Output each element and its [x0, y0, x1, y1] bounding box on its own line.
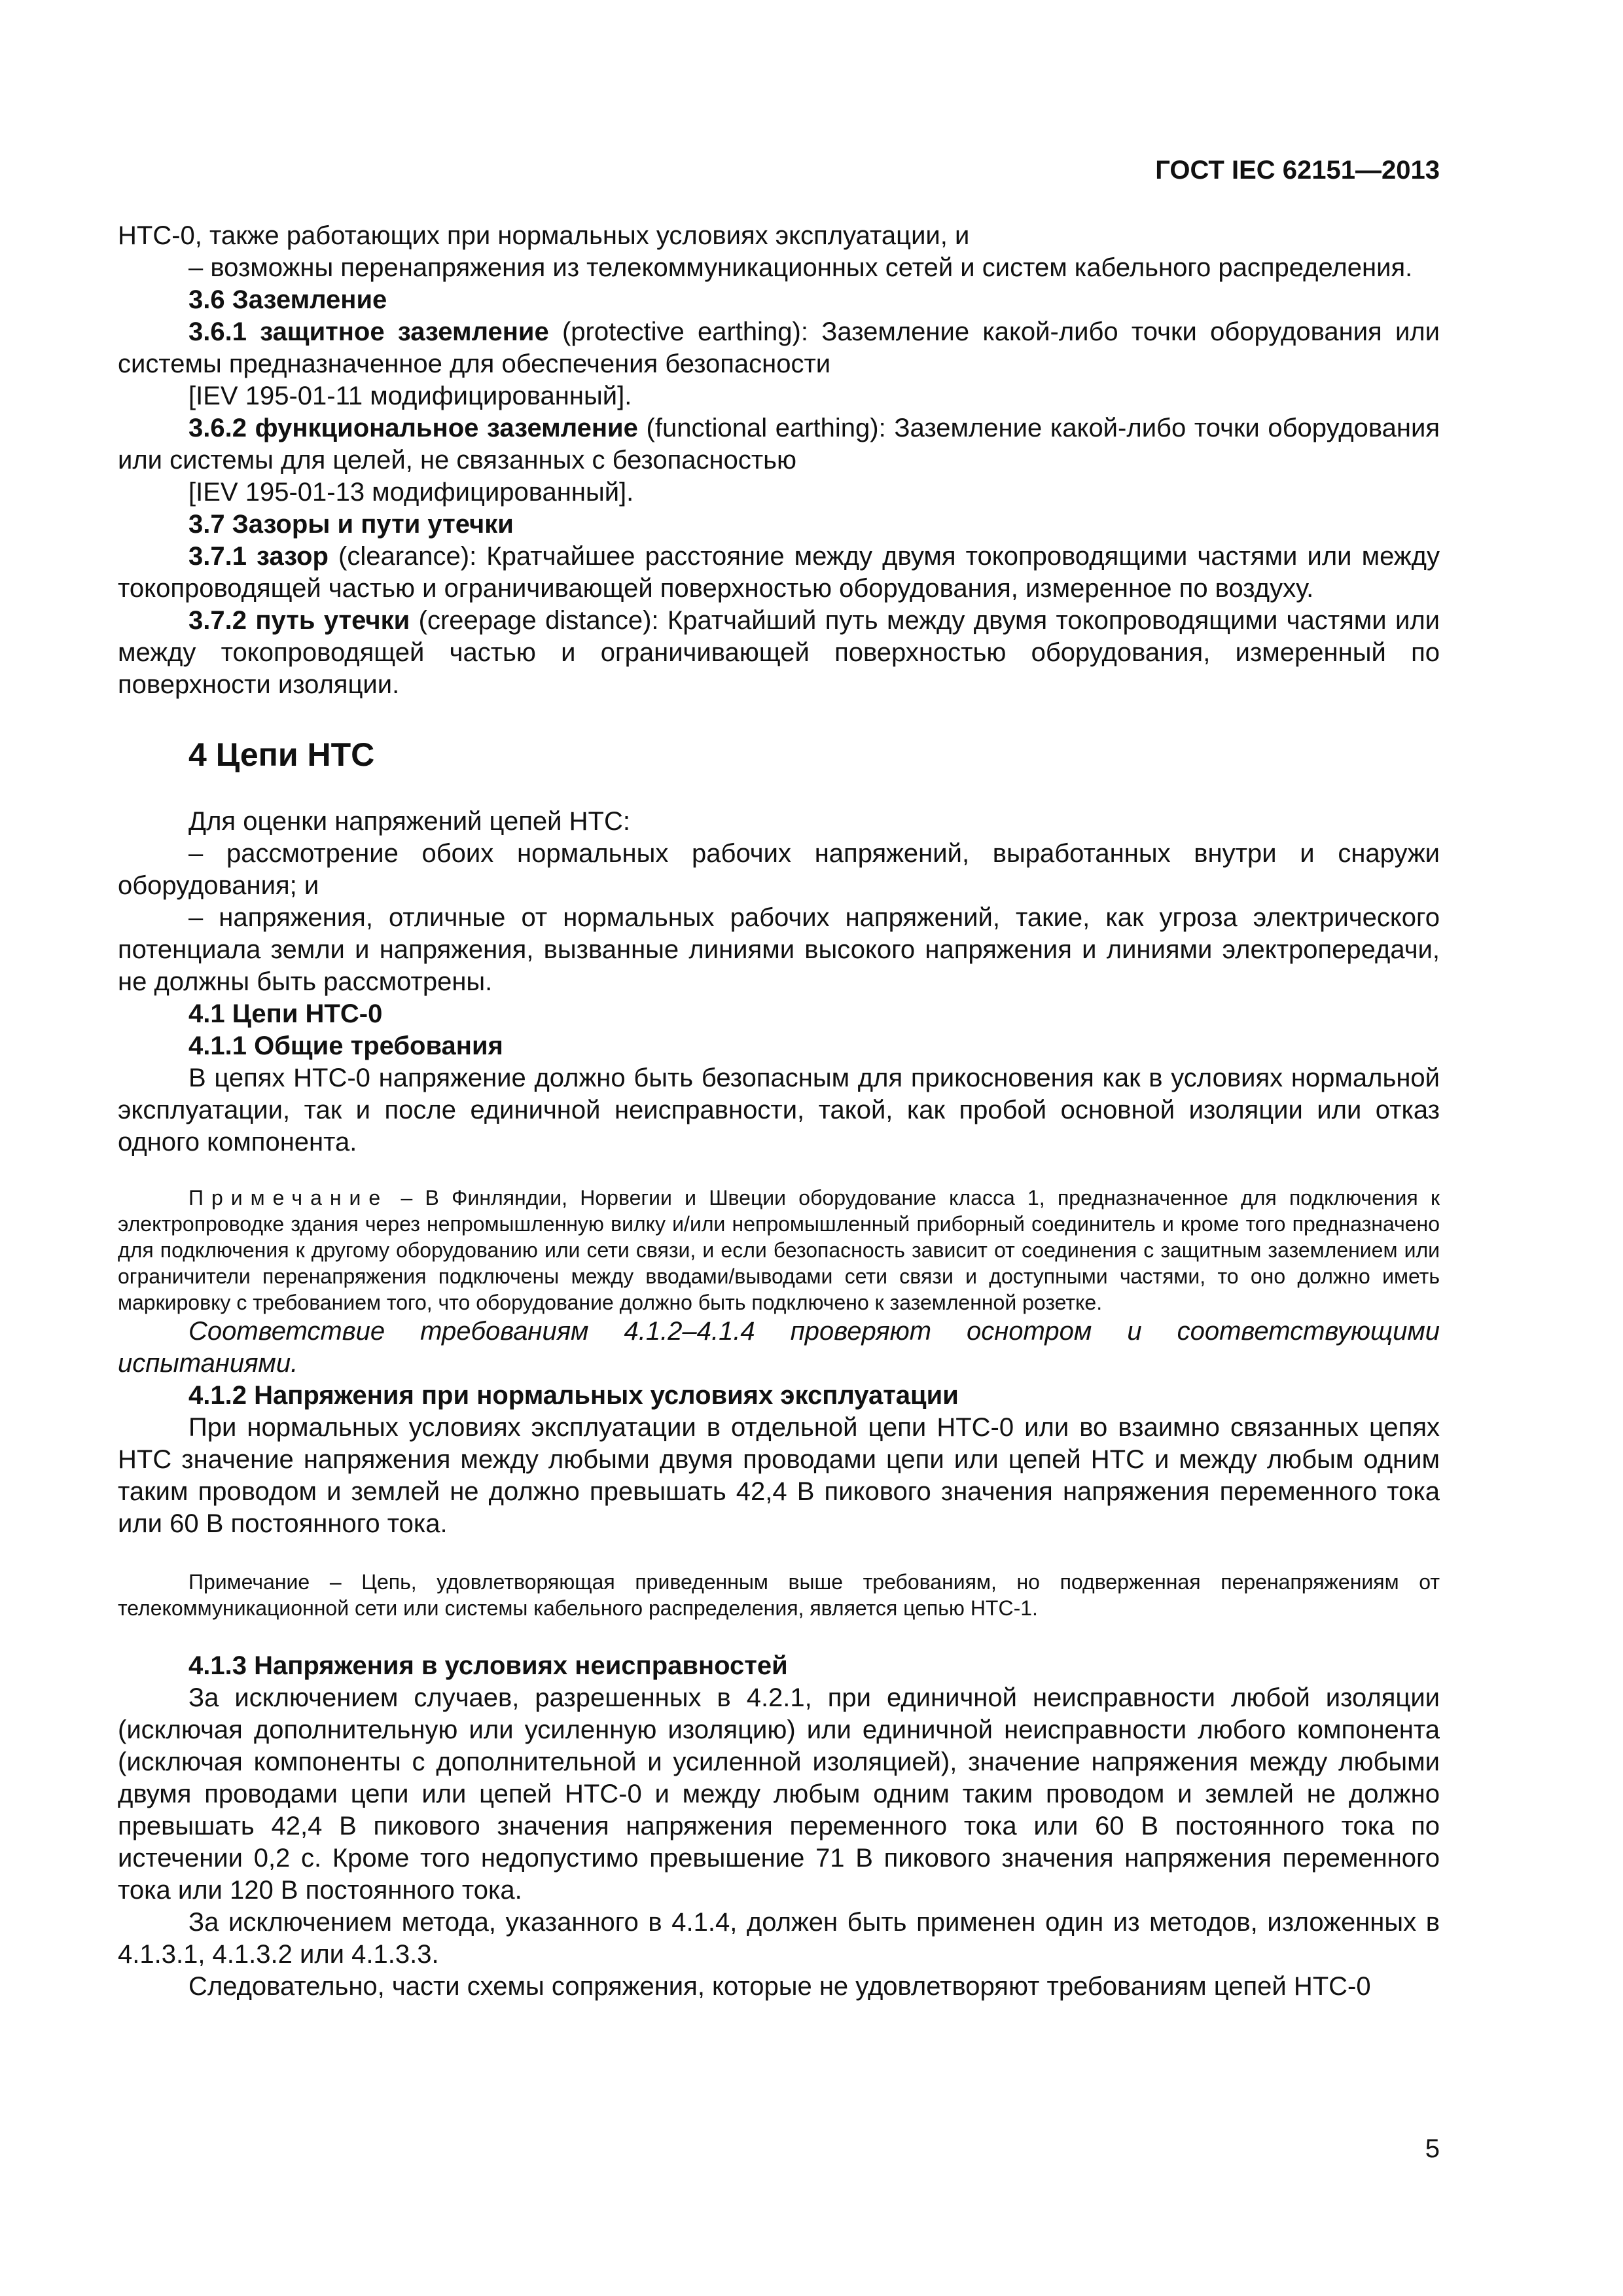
section-heading-3-7: 3.7 Зазоры и пути утечки	[188, 510, 514, 539]
section-heading-4-1: 4.1 Цепи НТС-0	[188, 999, 383, 1028]
note-htc1: Примечание – Цепь, удовлетворяющая приведенным выше требованиям, но подверженная перенапряжениям от телекоммуникационной сети или системы кабельного распределения, является цепью НТС-1.	[118, 1570, 1440, 1620]
section-heading-4-1-3: 4.1.3 Напряжения в условиях неисправностей	[188, 1651, 788, 1680]
list-item-consideration: – рассмотрение обоих нормальных рабочих напряжений, выработанных внутри и снаружи оборудования; и	[118, 839, 1440, 900]
term-label: 3.7.2 путь утечки	[188, 606, 410, 635]
compliance-statement: Соответствие требованиям 4.1.2–4.1.4 проверяют оснотром и соответствующими испытаниями.	[118, 1317, 1440, 1378]
list-item-exclusions: – напряжения, отличные от нормальных рабочих напряжений, такие, как угроза электрического потенциала земли и напряжения, вызванные линиями высокого напряжения и линиями электропередачи, не должны быть рассмотрены.	[118, 903, 1440, 996]
paragraph-continuation: НТС-0, также работающих при нормальных условиях эксплуатации, и	[118, 221, 970, 250]
reference-3-6-2: [IEV 195-01-13 модифицированный].	[188, 478, 634, 507]
note-finland-norway-sweden	[118, 1185, 1440, 1316]
chapter-heading-4: 4 Цепи НТС	[188, 736, 375, 773]
paragraph-4-1-3-c: Следовательно, части схемы сопряжения, которые не удовлетворяют требованиям цепей НТС-0	[188, 1972, 1371, 2001]
note-text: – В Финляндии, Норвегии и Швеции оборудование класса 1, предназначенное для подключения к электропроводке здания через непромышленную вилку и/или непромышленный приборный соединитель и кроме того предназначено для подключения к другому оборудованию или сети связи, и если безопасность зависит от соединения с защитным заземлением или ограничители перенапряжения подключены между вводами/выводами сети связи и доступными частями, то оно должно иметь маркировку с требованием того, что оборудование должно быть подключено к заземленной розетке.	[118, 1186, 1440, 1314]
page-number: 5	[1425, 2134, 1440, 2163]
term-label: 3.7.1 зазор	[188, 542, 329, 571]
term-definition: (protective earthing): Заземление какой-либо точки оборудования или системы предназначенное для обеспечения безопасности	[118, 317, 1440, 378]
paragraph-4-1-3-a: За исключением случаев, разрешенных в 4.2.1, при единичной неисправности любой изоляции (исключая дополнительную или усиленную изоляцию) или единичной неисправности любого компонента (исключая компоненты с дополнительной и усиленной изоляцией), значение напряжения между любыми двумя проводами цепи или цепей НТС-0 и между любым одним таким проводом и землей не должно превышать 42,4 В пикового значения напряжения переменного тока или 60 В постоянного тока по истечении 0,2 с. Кроме того недопустимо превышение 71 В пикового значения напряжения переменного тока или 120 В постоянного тока.	[118, 1683, 1440, 1905]
note-label: Примечание	[188, 1186, 389, 1210]
term-definition: (functional earthing): Заземление какой-либо точки оборудования или системы для целей, не связанных с безопасностью	[118, 414, 1440, 475]
term-3-7-2	[118, 605, 1440, 701]
term-label: 3.6.2 функциональное заземление	[188, 414, 638, 442]
section-heading-4-1-2: 4.1.2 Напряжения при нормальных условиях эксплуатации	[188, 1381, 959, 1410]
paragraph-4-1-1: В цепях НТС-0 напряжение должно быть безопасным для прикосновения как в условиях нормальной эксплуатации, так и после единичной неисправности, такой, как пробой основной изоляции или отказ одного компонента.	[118, 1064, 1440, 1157]
reference-3-6-1: [IEV 195-01-11 модифицированный].	[188, 382, 632, 410]
page-content	[118, 220, 1440, 2003]
section-heading-3-6: 3.6 Заземление	[188, 285, 387, 314]
paragraph-intro-4: Для оценки напряжений цепей НТС:	[188, 807, 630, 836]
document-id-header: ГОСТ IEC 62151—2013	[1155, 156, 1440, 185]
term-label: 3.6.1 защитное заземление	[188, 317, 549, 346]
list-item-overvoltage: – возможны перенапряжения из телекоммуникационных сетей и систем кабельного распределения.	[188, 253, 1413, 282]
section-heading-4-1-1: 4.1.1 Общие требования	[188, 1031, 503, 1060]
term-definition: (clearance): Кратчайшее расстояние между двумя токопроводящими частями или между токопроводящей частью и ограничивающей поверхностью оборудования, измеренное по воздуху.	[118, 542, 1440, 603]
document-page	[118, 0, 1440, 2296]
paragraph-4-1-3-b: За исключением метода, указанного в 4.1.4, должен быть применен один из методов, изложенных в 4.1.3.1, 4.1.3.2 или 4.1.3.3.	[118, 1908, 1440, 1969]
term-3-6-1	[118, 316, 1440, 380]
term-3-6-2	[118, 412, 1440, 476]
term-3-7-1	[118, 541, 1440, 605]
paragraph-4-1-2: При нормальных условиях эксплуатации в отдельной цепи НТС-0 или во взаимно связанных цепях НТС значение напряжения между любыми двумя проводами цепи или цепей НТС и между любым одним таким проводом и землей не должно превышать 42,4 В пикового значения напряжения переменного тока или 60 В постоянного тока.	[118, 1413, 1440, 1538]
term-definition: (creepage distance): Кратчайший путь между двумя токопроводящими частями или между токопроводящей частью и ограничивающей поверхностью оборудования, измеренный по поверхности изоляции.	[118, 606, 1440, 699]
